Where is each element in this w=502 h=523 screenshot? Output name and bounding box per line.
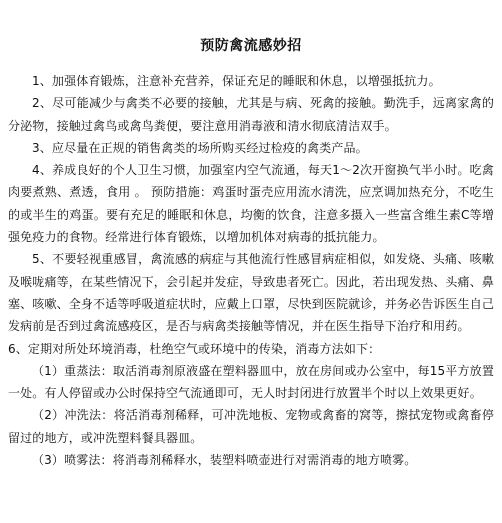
method-spray: （3）喷雾法：将消毒剂稀释水，装塑料喷壶进行对需消毒的地方喷雾。 — [32, 453, 417, 468]
paragraph-4: 4、养成良好的个人卫生习惯，加强室内空气流通，每天1～2次开窗换气半小时。吃禽肉要煮熟、煮透，食用 。 预防措施：鸡蛋时蛋壳应用流水清洗，应烹调加热充分，不吃生的或半生的鸡蛋。要有充足的睡眠和休息，均衡的饮食，注意多摄入一些富含维生素C等增强免疫力的食物。经常进行体育锻炼，以增加机体对病毒的抵抗能力。 — [8, 163, 494, 245]
paragraph-3: 3、应尽量在正规的销售禽类的场所购买经过检疫的禽类产品。 — [32, 140, 368, 155]
paragraph-2: 2、尽可能减少与禽类不必要的接触，尤其是与病、死禽的接触。勤洗手，远离家禽的分泌物，接触过禽鸟或禽鸟粪便，要注意用消毒液和清水彻底清洁双手。 — [8, 96, 494, 133]
method-steam: （1）重蒸法：取活消毒剂原液盛在塑料器皿中，放在房间或办公室中，每15平方放置一处。有人停留或办公时保持空气流通即可，无人时封闭进行放置半个时以上效果更好。 — [8, 363, 494, 401]
paragraph-6: 6、定期对所处环境消毒，杜绝空气或环境中的传染，消毒方法如下： — [8, 341, 381, 356]
paragraph-1: 1、加强体育锻炼，注意补充营养，保证充足的睡眠和休息，以增强抵抗力。 — [32, 74, 441, 88]
document-title: 预防禽流感妙招 — [200, 38, 302, 54]
method-rinse: （2）冲洗法：将活消毒剂稀释，可冲洗地板、宠物或禽畜的窝等，擦拭宠物或禽畜停留过的地方，或冲洗塑料餐具器皿。 — [8, 408, 494, 445]
paragraph-5: 5、不要轻视重感冒，禽流感的病症与其他流行性感冒病症相似，如发烧、头痛、咳嗽及喉咙痛等，在某些情况下，会引起并发症，导致患者死亡。因此，若出现发热、头痛、鼻塞、咳嗽、全身不适等呼吸道症状时，应戴上口罩，尽快到医院就诊，并务必告诉医生自己发病前是否到过禽流感疫区，是否与病禽类接触等情况，并在医生指导下治疗和用药。 — [8, 252, 495, 334]
